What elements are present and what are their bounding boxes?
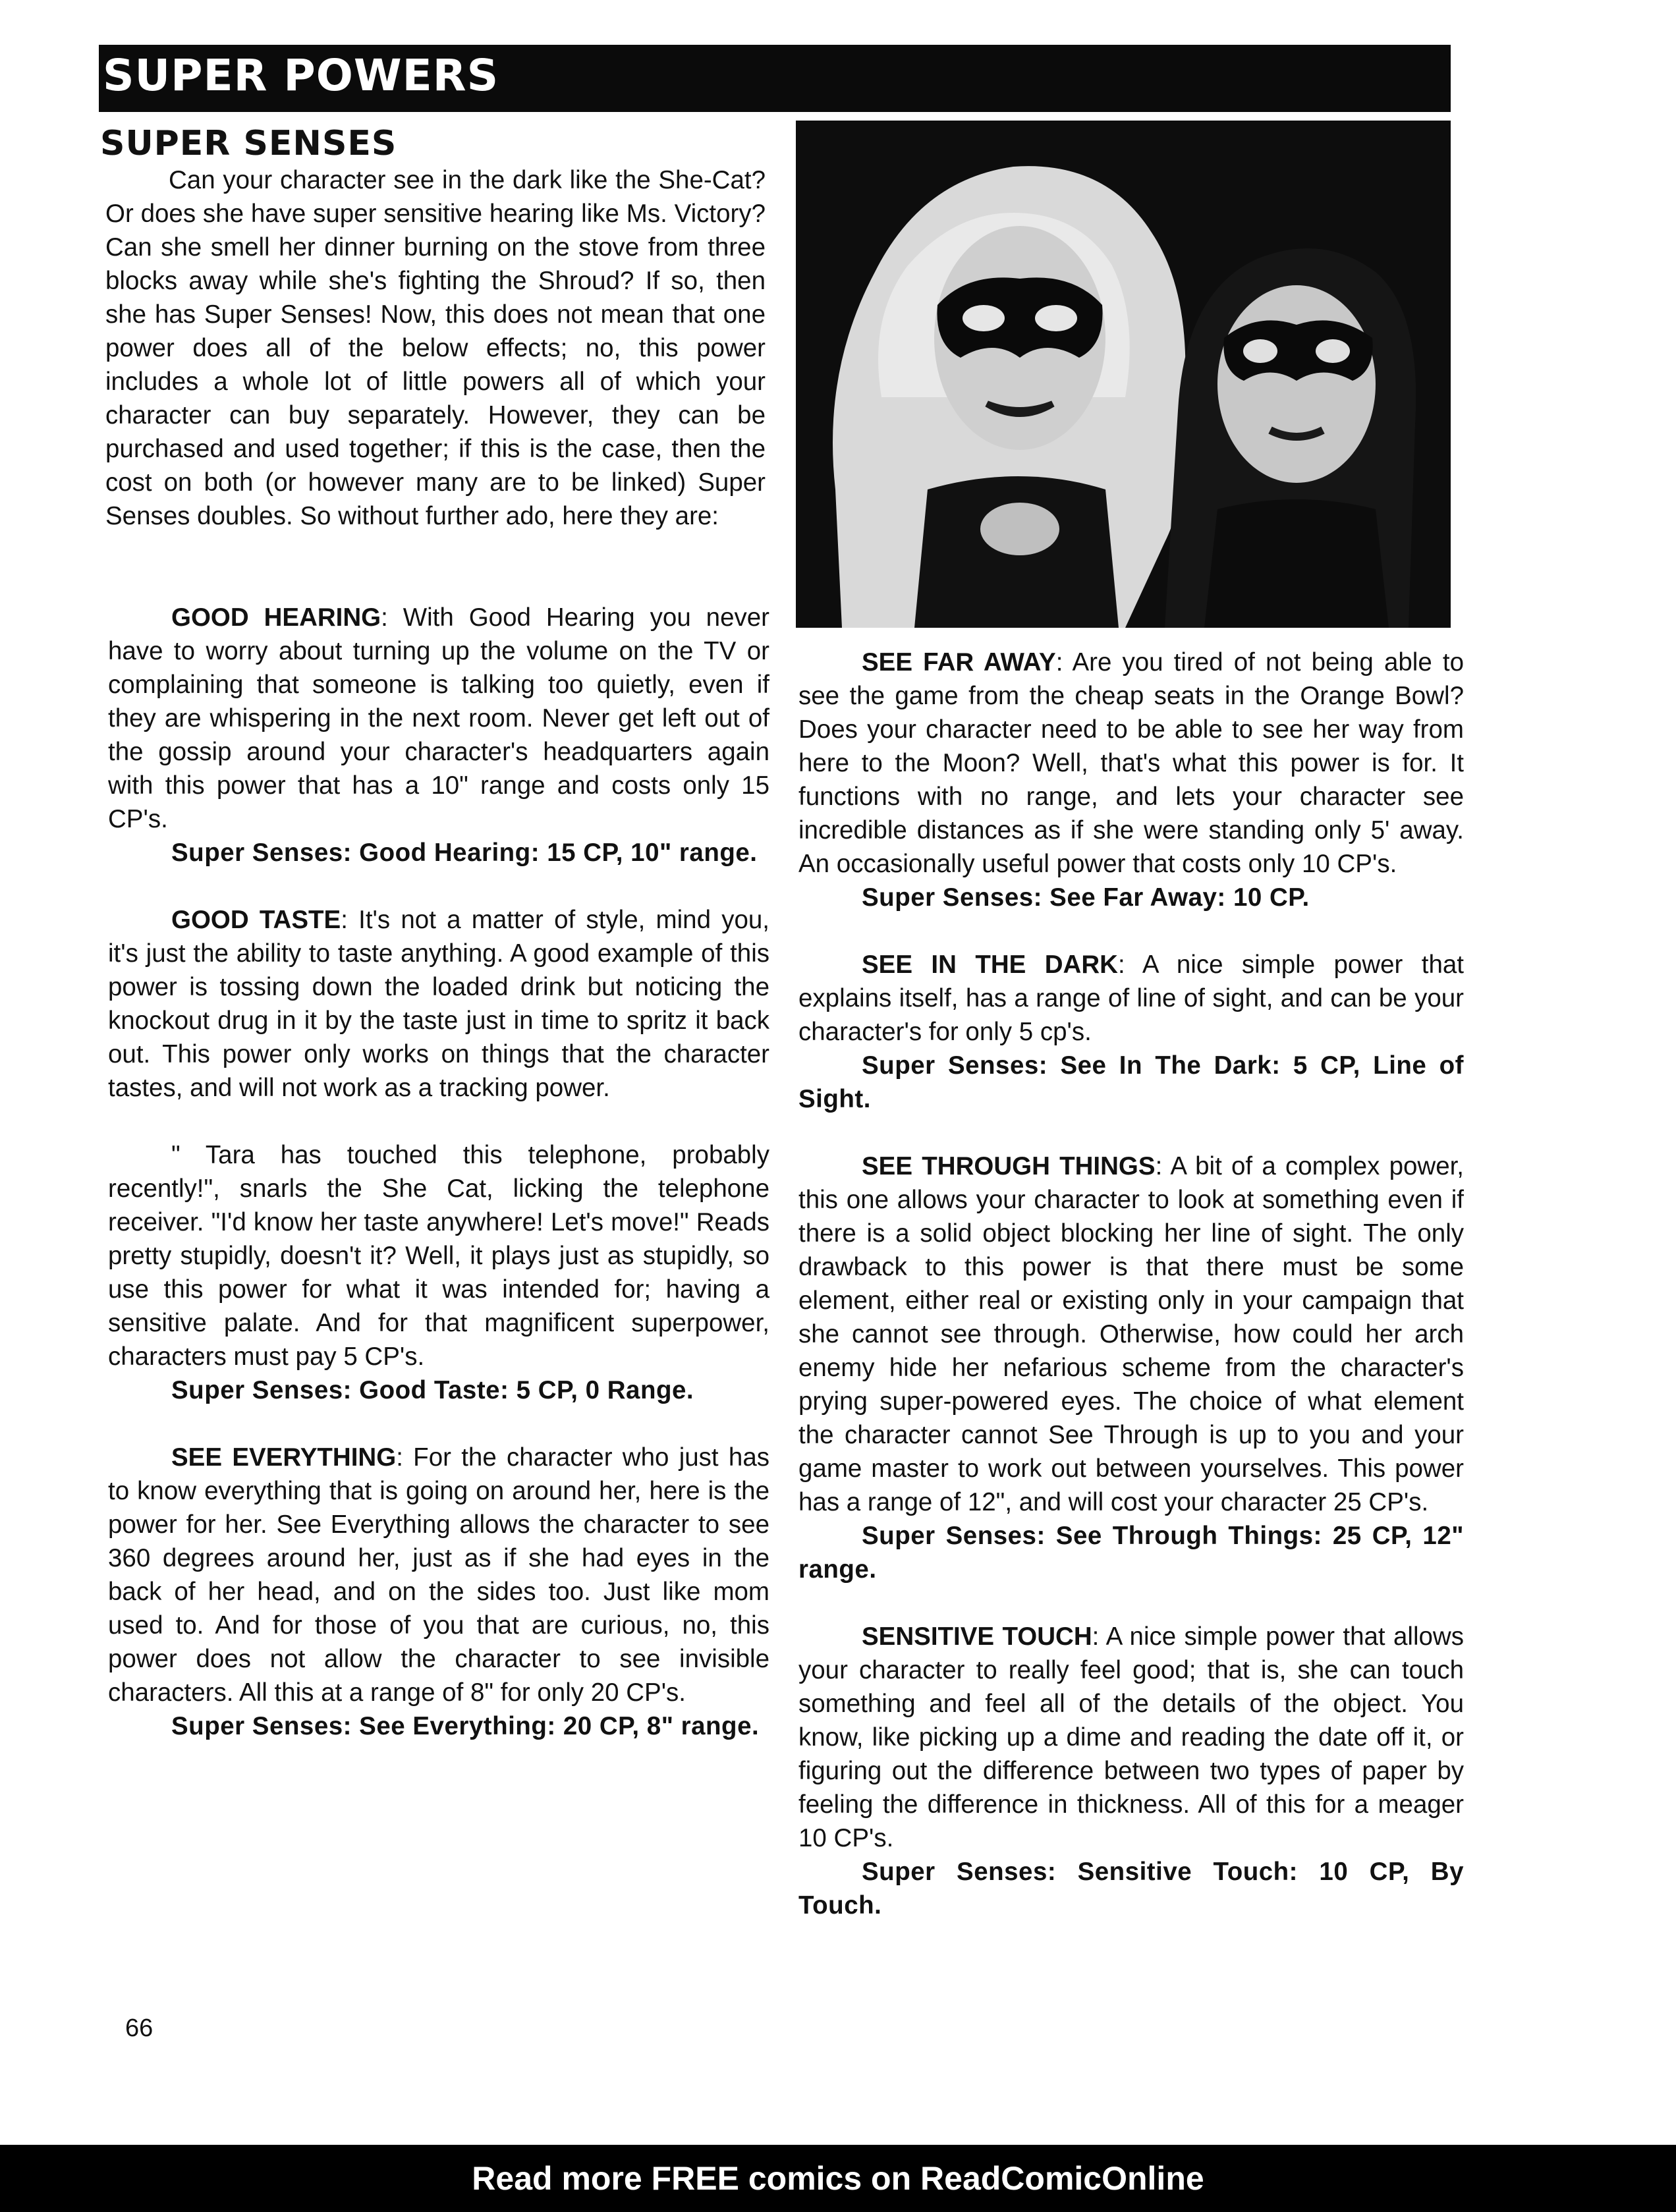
intro-paragraph: Can your character see in the dark like the She-Cat? Or does she have super sensitive hearing like Ms. Victory? Can she smell her dinner burning on the stove from three blocks away while she's fighting the Shroud? If so, then she has Super Senses! Now, this does not mean that one power does all of the below effects; no, this power includes a whole lot of little powers all of which your character can buy separately. However, they can be purchased and used together; if this is the case, then the cost on both (or however many are to be linked) Super Senses doubles. So without further ado, here they are:: [105, 166, 766, 530]
good-taste-heading: GOOD TASTE: [171, 906, 341, 934]
good-taste-quote: " Tara has touched this telephone, probably recently!", snarls the She Cat, licking the telephone receiver. "I'd know her taste anywhere! Let's move!" Reads pretty stupidly, doesn't it? Well, it plays just as stupidly, so use this power for what it was intended for; having a sensitive palate. And for that magnificent superpower, characters must pay 5 CP's.: [108, 1141, 769, 1371]
good-taste-text: : It's not a matter of style, mind you, it's just the ability to taste anything. A good example of this power is tossing down the loaded drink but noticing the knockout drug in it by the taste just in time to spritz it back out. This power only works on things that the character tastes, and will not work as a tracking power.: [108, 906, 769, 1102]
sensitive-touch-stat: Super Senses: Sensitive Touch: 10 CP, By Touch.: [798, 1858, 1464, 1920]
good-hearing-stat: Super Senses: Good Hearing: 15 CP, 10" range.: [171, 839, 758, 867]
good-hearing-text: : With Good Hearing you never have to worry about turning up the volume on the TV or complaining that someone is talking too quietly, even if they are whispering in the next room. Never get left out of the gossip around your character's headquarters again with this power that has a 10" range and costs only 15 CP's.: [108, 603, 769, 833]
see-everything-text: : For the character who just has to know everything that is going on around her, here is the power for her. See Everything allows the character to see 360 degrees around her, just as if she had eyes in the back of her head, and on the sides too. Just like mom used to. And for those of you that are curious, no, this power does not allow the character to see invisible characters. All this at a range of 8" for only 20 CP's.: [108, 1443, 769, 1707]
see-through-things-entry: [798, 1149, 1464, 1519]
good-hearing-heading: GOOD HEARING: [171, 603, 381, 632]
right-column: [798, 646, 1464, 1922]
see-far-away-entry: [798, 646, 1464, 881]
left-column: [108, 601, 769, 1743]
good-taste-entry: [108, 903, 769, 1105]
sensitive-touch-heading: SENSITIVE TOUCH: [862, 1622, 1092, 1651]
see-everything-stat: Super Senses: See Everything: 20 CP, 8" range.: [171, 1712, 760, 1740]
see-everything-entry: [108, 1441, 769, 1709]
sensitive-touch-text: : A nice simple power that allows your character to really feel good; that is, she can touch something and feel all of the details of the object. You know, like picking up a dime and reading the date off it, or figuring out the difference between two types of paper by feeling the difference in thickness. All of this for a meager 10 CP's.: [798, 1622, 1464, 1852]
see-everything-heading: SEE EVERYTHING: [171, 1443, 397, 1472]
footer-banner[interactable]: Read more FREE comics on ReadComicOnline: [0, 2145, 1676, 2212]
see-in-the-dark-text: : A nice simple power that explains itself, has a range of line of sight, and can be your character's for only 5 cp's.: [798, 951, 1464, 1046]
see-far-away-text: : Are you tired of not being able to see the game from the cheap seats in the Orange Bowl? Does your character need to be able to see her way from here to the Moon? Well, that's what this power is for. It functions with no range, and lets your character see incredible distances as if she were standing only 5' away. An occasionally useful power that costs only 10 CP's.: [798, 648, 1464, 878]
sensitive-touch-entry: [798, 1620, 1464, 1855]
intro-column: [105, 163, 766, 533]
good-hearing-entry: [108, 601, 769, 836]
good-taste-stat: Super Senses: Good Taste: 5 CP, 0 Range.: [171, 1376, 694, 1404]
page-number: 66: [125, 2014, 154, 2042]
see-in-the-dark-entry: [798, 948, 1464, 1049]
see-in-the-dark-stat: Super Senses: See In The Dark: 5 CP, Line of Sight.: [798, 1051, 1464, 1113]
see-through-things-heading: SEE THROUGH THINGS: [862, 1152, 1156, 1180]
see-through-things-stat: Super Senses: See Through Things: 25 CP, 12" range.: [798, 1522, 1464, 1584]
see-through-things-text: : A bit of a complex power, this one allows your character to look at something even if there is a solid object blocking her line of sight. The only drawback to this power is that there must be some element, either real or existing only in your campaign that she cannot see through. Otherwise, how could her arch enemy hide her nefarious scheme from the character's prying super-powered eyes. The choice of what element the character cannot See Through is up to you and your game master to work out between yourselves. This power has a range of 12", and will cost your character 25 CP's.: [798, 1152, 1464, 1516]
section-header-bar: [99, 45, 1451, 112]
costumed-heroines-photo: [796, 121, 1451, 628]
see-far-away-stat: Super Senses: See Far Away: 10 CP.: [862, 883, 1310, 912]
section-title: SUPER POWERS: [103, 50, 499, 101]
photo-illustration: [796, 121, 1451, 628]
subsection-title: SUPER SENSES: [100, 124, 397, 163]
see-far-away-heading: SEE FAR AWAY: [862, 648, 1056, 677]
see-in-the-dark-heading: SEE IN THE DARK: [862, 951, 1118, 979]
